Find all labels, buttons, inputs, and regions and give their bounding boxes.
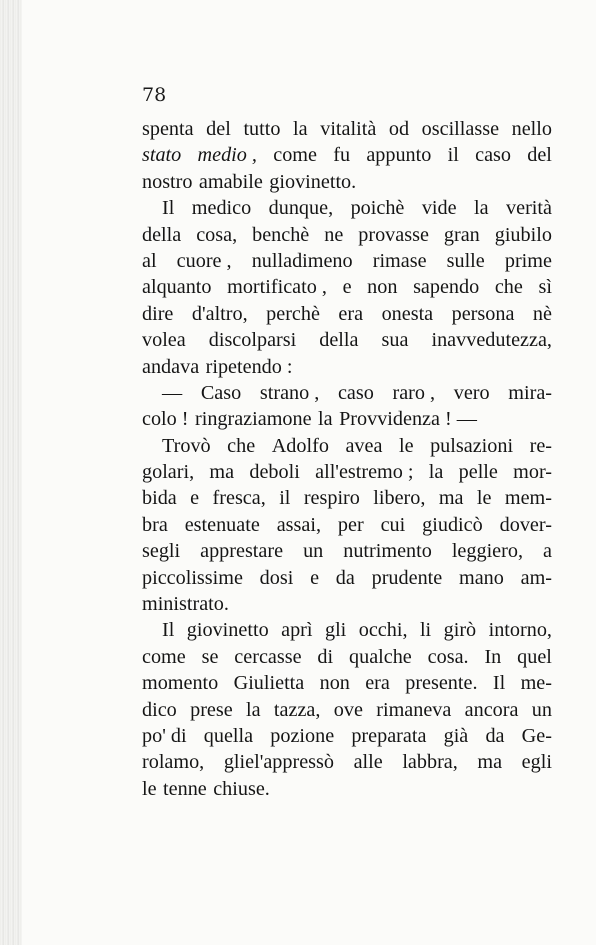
text-line [142,327,552,353]
word: dunque, [268,197,334,220]
word: verità [506,197,552,220]
word: già [443,724,469,747]
word: Il [492,672,506,695]
word: aprì [281,619,313,642]
word: dover- [499,513,552,536]
word: alle [353,751,383,774]
word: gli [324,619,347,642]
word: pelle [458,461,498,484]
text-line [142,354,552,380]
word: quel [517,645,552,668]
word: cercasse [234,645,302,668]
word: medio , [197,144,257,167]
word: apprestare [200,540,284,563]
word: sì [538,276,552,299]
word: e [190,487,200,510]
word: colo ! [142,408,189,431]
word: poichè [350,197,405,220]
word: piccolissime [142,566,243,589]
word: era [338,302,364,325]
text-line [142,776,552,802]
word: Trovò [162,434,211,457]
word: ne [324,223,344,246]
word: nostro [142,170,193,193]
word: come [142,645,186,668]
word: non [319,672,350,695]
word: le [398,434,414,457]
word: vide [421,197,457,220]
word: raro , [392,381,436,404]
word: dico [142,698,177,721]
word: mano [459,566,504,589]
word: della [319,329,359,352]
word: giovinetto. [269,170,357,193]
word: che [494,276,523,299]
word: tenne [163,777,207,800]
word: nè [532,302,552,325]
word: e [342,276,352,299]
word: labbra, [402,751,458,774]
word: mor- [513,461,552,484]
text-line [142,538,552,564]
word: un [531,698,552,721]
word: caso [337,381,374,404]
word: ringraziamone [194,408,312,431]
word: preparata [351,724,427,747]
word: bida [142,487,177,510]
text-line [142,406,552,432]
word: re- [529,434,552,457]
word: egli [521,751,552,774]
word: giubilo [494,223,552,246]
word: intorno, [488,619,552,642]
word: nulladimeno [251,249,353,272]
word: ma [209,461,235,484]
word: per [337,513,364,536]
word: la [293,118,308,140]
word: tazza, [273,698,321,721]
word: il [447,144,459,167]
word: dosi [259,566,294,589]
word: le [142,777,157,800]
word: provasse [358,223,429,246]
text-line [142,169,552,195]
text-line [142,565,552,591]
word: se [201,645,219,668]
word: gliel'appressò [223,751,334,774]
word: le [476,487,492,510]
text-line [142,723,552,749]
word: prese [190,698,233,721]
word: Ge- [521,724,552,747]
word: prime [504,249,552,272]
word: alquanto [142,276,212,299]
word: Caso [200,381,242,404]
word: giudicò [422,513,483,536]
text-line [142,617,552,643]
word: rimaneva [376,698,452,721]
word: deboli [249,461,300,484]
word: In [484,645,502,668]
word: cuore , [176,249,232,272]
text-line [142,670,552,696]
word: momento [142,672,219,695]
word: vero [453,381,490,404]
page-number: 78 [142,84,167,106]
word: oscillasse [421,118,500,140]
text-line [142,749,552,775]
word: ma [438,487,464,510]
word: ma [477,751,503,774]
word: e [310,566,320,589]
word: pozione [270,724,335,747]
word: persona [451,302,515,325]
word: nello [511,118,552,140]
word: pulsazioni [430,434,514,457]
word: dire [142,302,174,325]
word: fu [333,144,351,167]
word: prudente [371,566,443,589]
text-line [142,142,552,168]
word: onesta [381,302,434,325]
word: come [273,144,317,167]
word: cosa. [427,645,469,668]
word: stato [142,144,182,167]
word: mortificato , [227,276,327,299]
word: spenta [142,118,194,140]
text-line [142,459,552,485]
word: nutrimento [343,540,432,563]
word: ripetendo : [205,355,293,378]
word: d'altro, [191,302,248,325]
word: la [428,461,444,484]
word: estenuate [184,513,260,536]
word: Provvidenza ! — [339,408,477,431]
word: leggiero, [451,540,524,563]
text-line [142,644,552,670]
word: Il [162,619,175,642]
word: chiuse. [213,777,270,800]
word: la [318,408,333,431]
word: rolamo, [142,751,205,774]
text-line [142,274,552,300]
word: andava [142,355,200,378]
word: da [485,724,505,747]
word: gran [443,223,480,246]
word: ove [333,698,363,721]
text-line [142,248,552,274]
word: perchè [266,302,320,325]
word: sulle [446,249,485,272]
word: bra [142,513,168,536]
word: po' di [142,724,187,747]
word: respiro [303,487,360,510]
word: rimase [372,249,427,272]
text-line [142,697,552,723]
word: amabile [198,170,263,193]
word: era [365,672,390,695]
word: cui [380,513,406,536]
text-line [142,195,552,221]
word: da [335,566,355,589]
word: benchè [252,223,310,246]
word: un [303,540,324,563]
word: vitalità [320,118,377,140]
word: del [206,118,231,140]
word: della [142,223,182,246]
word: medico [191,197,252,220]
word: discolparsi [208,329,297,352]
word: Giulietta [233,672,305,695]
word: al [142,249,157,272]
word: a [543,540,552,563]
word: girò [443,619,477,642]
word: volea [142,329,186,352]
word: quella [203,724,254,747]
word: giovinetto [186,619,269,642]
word: caso [475,144,511,167]
word: di [317,645,334,668]
word: me- [520,672,552,695]
word: segli [142,540,181,563]
word: mem- [504,487,552,510]
word: sua [381,329,409,352]
body-text [142,116,552,802]
word: strano , [259,381,320,404]
text-line [142,433,552,459]
text-line [142,301,552,327]
word: il [279,487,291,510]
text-line [142,380,552,406]
word: libero, [373,487,426,510]
word: Adolfo [271,434,329,457]
word: qualche [349,645,412,668]
word: ancora [464,698,519,721]
word: avea [345,434,383,457]
text-line [142,116,552,142]
text-line [142,591,552,617]
word: presente. [405,672,478,695]
word: all'estremo ; [315,461,414,484]
word: appunto [366,144,432,167]
text-line [142,512,552,538]
word: Il [162,197,175,220]
word: del [527,144,552,167]
word: assai, [276,513,321,536]
word: — [162,381,183,404]
word: che [227,434,256,457]
text-line [142,222,552,248]
binding-gutter [0,0,22,945]
word: cosa, [196,223,238,246]
word: occhi, [358,619,408,642]
word: sapendo [413,276,480,299]
word: non [367,276,398,299]
word: golari, [142,461,195,484]
word: tutto [243,118,281,140]
word: inavvedutezza, [431,329,552,352]
word: od [388,118,410,140]
word: mira- [508,381,552,404]
word: la [474,197,489,220]
text-line [142,485,552,511]
word: am- [520,566,552,589]
word: ministrato. [142,593,229,616]
word: li [419,619,432,642]
word: fresca, [212,487,266,510]
word: la [246,698,261,721]
